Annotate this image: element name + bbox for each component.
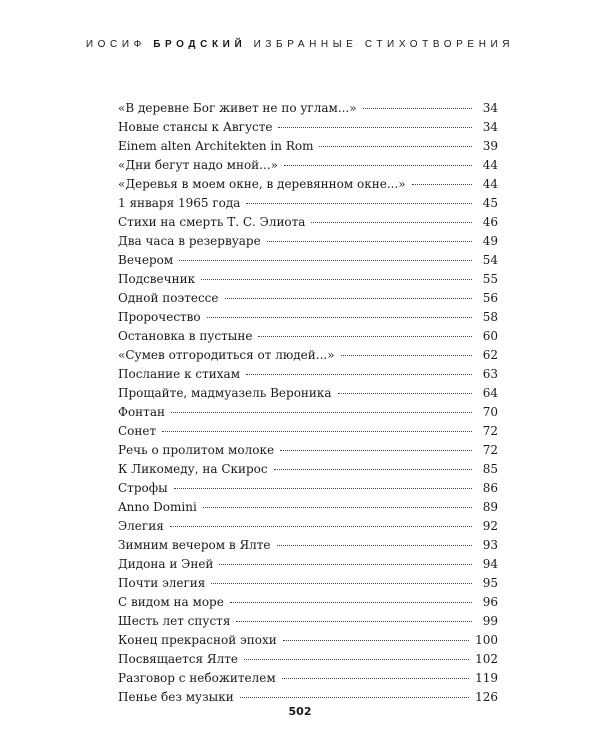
toc-entry-page: 58 <box>482 310 498 324</box>
dot-leader <box>319 146 472 147</box>
running-head <box>0 39 600 50</box>
toc-entry <box>118 213 498 232</box>
toc-entry-title: Послание к стихам <box>118 367 241 381</box>
toc-entry-page: 64 <box>482 386 498 400</box>
dot-leader <box>267 241 472 242</box>
toc-entry-page: 100 <box>475 633 498 647</box>
toc-entry-page: 126 <box>475 690 498 704</box>
toc-entry-title: Строфы <box>118 481 168 495</box>
toc-entry-title: Новые стансы к Августе <box>118 120 273 134</box>
toc-entry-title: Сонет <box>118 424 157 438</box>
toc-entry-title: Вечером <box>118 253 174 267</box>
dot-leader <box>283 640 469 641</box>
toc-entry-title: «В деревне Бог живет не по углам...» <box>118 101 357 115</box>
toc-entry-page: 45 <box>482 196 498 210</box>
table-of-contents <box>118 99 498 707</box>
dot-leader <box>170 526 472 527</box>
toc-entry-page: 99 <box>482 614 498 628</box>
dot-leader <box>246 374 472 375</box>
toc-entry-page: 60 <box>482 329 498 343</box>
dot-leader <box>280 450 472 451</box>
dot-leader <box>284 165 472 166</box>
toc-entry-page: 86 <box>482 481 498 495</box>
dot-leader <box>230 602 472 603</box>
toc-entry-page: 94 <box>482 557 498 571</box>
toc-entry-title: «Сумев отгородиться от людей...» <box>118 348 335 362</box>
dot-leader <box>219 564 472 565</box>
dot-leader <box>207 317 472 318</box>
author-name: ИОСИФ <box>85 39 146 50</box>
toc-entry <box>118 612 498 631</box>
dot-leader <box>274 469 472 470</box>
toc-entry <box>118 327 498 346</box>
dot-leader <box>412 184 472 185</box>
toc-entry-page: 39 <box>482 139 498 153</box>
dot-leader <box>162 431 472 432</box>
toc-entry-page: 102 <box>475 652 498 666</box>
toc-entry-title: Элегия <box>118 519 164 533</box>
toc-entry <box>118 194 498 213</box>
toc-entry-page: 44 <box>482 177 498 191</box>
toc-entry <box>118 99 498 118</box>
toc-entry <box>118 289 498 308</box>
toc-entry-page: 44 <box>482 158 498 172</box>
toc-entry <box>118 650 498 669</box>
toc-entry-page: 34 <box>482 101 498 115</box>
toc-entry <box>118 593 498 612</box>
toc-entry <box>118 137 498 156</box>
toc-entry <box>118 574 498 593</box>
toc-entry-title: Разговор с небожителем <box>118 671 276 685</box>
toc-entry-title: Шесть лет спустя <box>118 614 231 628</box>
toc-entry-title: Зимним вечером в Ялте <box>118 538 271 552</box>
dot-leader <box>258 336 472 337</box>
toc-entry-page: 96 <box>482 595 498 609</box>
toc-entry <box>118 270 498 289</box>
dot-leader <box>225 298 473 299</box>
dot-leader <box>171 412 472 413</box>
toc-entry-title: Стихи на смерть Т. С. Элиота <box>118 215 306 229</box>
toc-entry-page: 56 <box>482 291 498 305</box>
page-number: 502 <box>288 705 312 718</box>
toc-entry-title: «Деревья в моем окне, в деревянном окне...» <box>118 177 406 191</box>
dot-leader <box>363 108 472 109</box>
dot-leader <box>201 279 472 280</box>
dot-leader <box>277 545 472 546</box>
toc-entry <box>118 555 498 574</box>
toc-entry <box>118 479 498 498</box>
toc-entry-title: Остановка в пустыне <box>118 329 253 343</box>
toc-entry-title: 1 января 1965 года <box>118 196 241 210</box>
toc-entry-title: Прощайте, мадмуазель Вероника <box>118 386 332 400</box>
toc-entry-title: «Дни бегут надо мной...» <box>118 158 278 172</box>
toc-entry <box>118 251 498 270</box>
toc-entry-title: С видом на море <box>118 595 224 609</box>
toc-entry <box>118 175 498 194</box>
toc-entry-page: 92 <box>482 519 498 533</box>
dot-leader <box>338 393 472 394</box>
toc-entry-page: 63 <box>482 367 498 381</box>
toc-entry-page: 72 <box>482 443 498 457</box>
toc-entry-title: Пророчество <box>118 310 201 324</box>
toc-entry-page: 72 <box>482 424 498 438</box>
toc-entry-title: Подсвечник <box>118 272 196 286</box>
toc-entry-title: Конец прекрасной эпохи <box>118 633 277 647</box>
dot-leader <box>278 127 472 128</box>
toc-entry <box>118 669 498 688</box>
dot-leader <box>246 203 472 204</box>
toc-entry <box>118 232 498 251</box>
toc-entry-title: Посвящается Ялте <box>118 652 238 666</box>
toc-entry-page: 49 <box>482 234 498 248</box>
toc-entry-page: 95 <box>482 576 498 590</box>
toc-entry-title: Два часа в резервуаре <box>118 234 261 248</box>
dot-leader <box>203 507 472 508</box>
dot-leader <box>174 488 472 489</box>
toc-entry-page: 93 <box>482 538 498 552</box>
dot-leader <box>236 621 472 622</box>
dot-leader <box>240 697 469 698</box>
toc-entry-page: 85 <box>482 462 498 476</box>
dot-leader <box>244 659 469 660</box>
toc-entry <box>118 498 498 517</box>
toc-entry-page: 62 <box>482 348 498 362</box>
toc-entry-title: Речь о пролитом молоке <box>118 443 275 457</box>
toc-entry-title: Пенье без музыки <box>118 690 234 704</box>
toc-entry-page: 55 <box>482 272 498 286</box>
dot-leader <box>179 260 472 261</box>
toc-entry <box>118 422 498 441</box>
toc-entry-title: Одной поэтессе <box>118 291 219 305</box>
toc-entry <box>118 631 498 650</box>
toc-entry <box>118 308 498 327</box>
toc-entry-page: 70 <box>482 405 498 419</box>
toc-entry-title: Фонтан <box>118 405 165 419</box>
toc-entry <box>118 441 498 460</box>
toc-entry-page: 119 <box>475 671 498 685</box>
dot-leader <box>341 355 472 356</box>
toc-entry <box>118 365 498 384</box>
toc-entry-title: Einem alten Architekten in Rom <box>118 139 314 153</box>
toc-entry <box>118 536 498 555</box>
toc-entry-page: 34 <box>482 120 498 134</box>
dot-leader <box>211 583 472 584</box>
book-title: ИЗБРАННЫЕ СТИХОТВОРЕНИЯ <box>253 39 515 50</box>
toc-entry <box>118 517 498 536</box>
toc-entry <box>118 156 498 175</box>
author-surname: БРОДСКИЙ <box>153 39 247 50</box>
toc-entry <box>118 403 498 422</box>
toc-entry-title: Anno Domini <box>118 500 197 514</box>
toc-entry <box>118 118 498 137</box>
toc-entry-title: К Ликомеду, на Скирос <box>118 462 268 476</box>
toc-entry <box>118 460 498 479</box>
toc-entry-page: 54 <box>482 253 498 267</box>
dot-leader <box>282 678 469 679</box>
toc-entry-title: Почти элегия <box>118 576 206 590</box>
toc-entry-title: Дидона и Эней <box>118 557 214 571</box>
toc-entry-page: 89 <box>482 500 498 514</box>
toc-entry <box>118 384 498 403</box>
toc-entry-page: 46 <box>482 215 498 229</box>
toc-entry <box>118 346 498 365</box>
dot-leader <box>311 222 472 223</box>
